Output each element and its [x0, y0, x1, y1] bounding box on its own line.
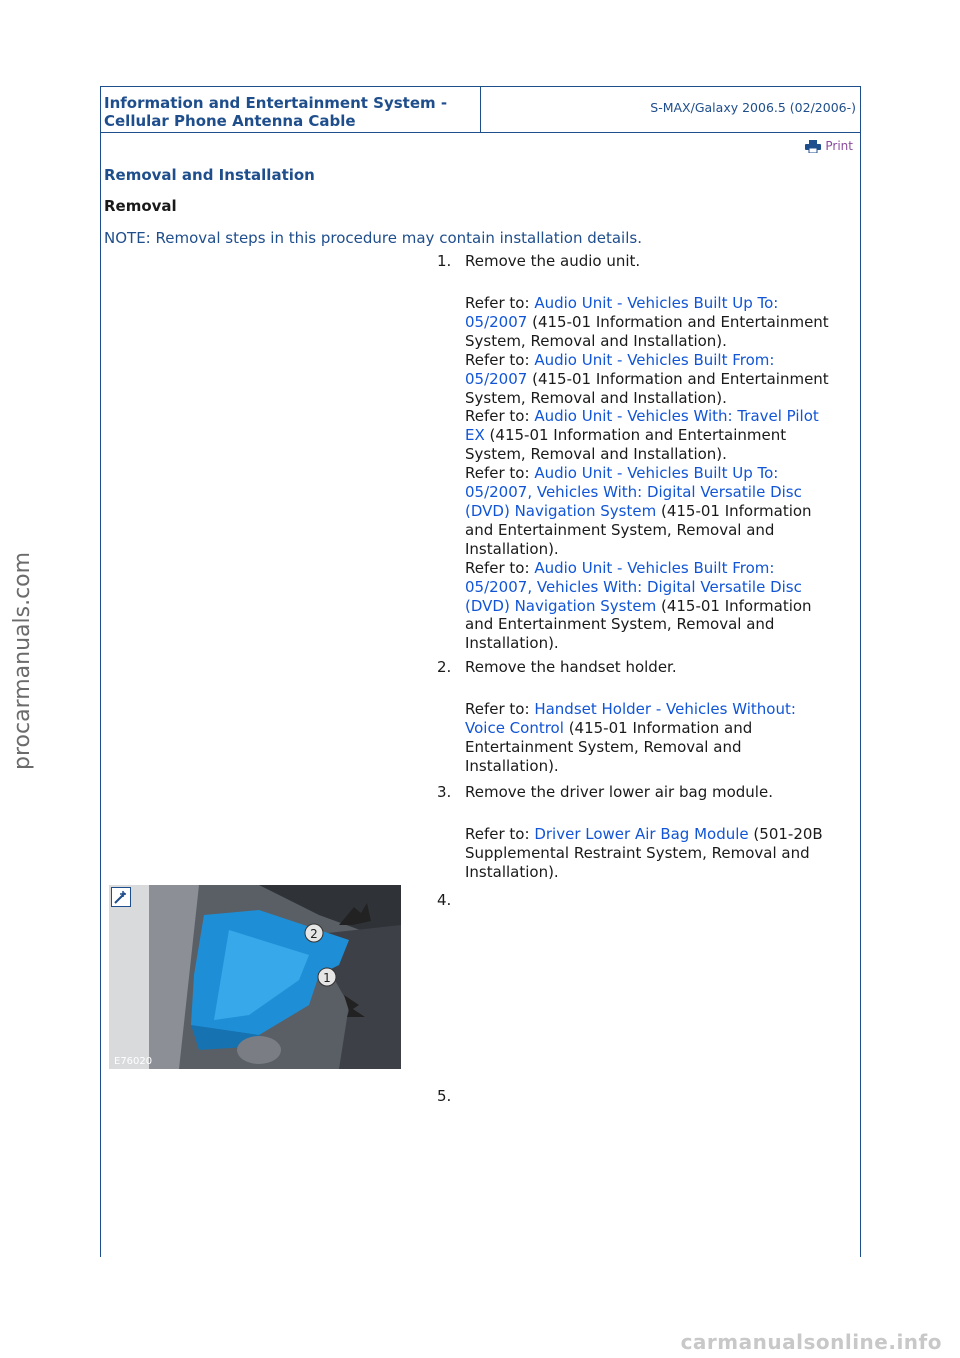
figure-label: E76020	[114, 1056, 153, 1067]
ref-link[interactable]: Audio Unit - Vehicles Built From:	[534, 350, 775, 369]
ref-link[interactable]: Audio Unit - Vehicles Built From:	[534, 558, 775, 577]
subsection-title: Removal	[104, 197, 177, 215]
ref-link[interactable]: 05/2007	[465, 312, 528, 331]
ref-link[interactable]: (DVD) Navigation System	[465, 501, 657, 520]
ref-link[interactable]: (DVD) Navigation System	[465, 596, 657, 615]
callout-1: 1	[323, 971, 331, 985]
ref-link[interactable]: EX	[465, 426, 485, 445]
header-divider	[480, 87, 481, 132]
ref-link[interactable]: Audio Unit - Vehicles Built Up To:	[534, 464, 779, 483]
step-number: 5.	[437, 1087, 452, 1105]
zoom-icon[interactable]	[111, 887, 131, 907]
vehicle-model: S-MAX/Galaxy 2006.5 (02/2006-)	[650, 100, 856, 115]
step-number: 2.	[437, 658, 452, 676]
side-watermark: procarmanuals.com	[10, 551, 35, 770]
callout-2: 2	[310, 927, 318, 941]
note-text: NOTE: Removal steps in this procedure may contain installation details.	[104, 229, 642, 247]
document-frame	[100, 86, 861, 1257]
step-text: Remove the audio unit.	[465, 252, 641, 270]
page-title: Information and Entertainment System - Cellular Phone Antenna Cable	[104, 94, 448, 130]
step-number: 4.	[437, 891, 452, 909]
ref-link[interactable]: Handset Holder - Vehicles Without:	[534, 700, 796, 718]
ref-link[interactable]: Audio Unit - Vehicles With: Travel Pilot	[534, 407, 819, 426]
print-label[interactable]: Print	[825, 139, 853, 153]
ref-link[interactable]: 05/2007, Vehicles With: Digital Versatile Disc	[465, 483, 802, 502]
section-title: Removal and Installation	[104, 166, 315, 184]
ref-link[interactable]: Driver Lower Air Bag Module	[534, 825, 749, 843]
page-header	[101, 87, 860, 133]
step3-references: Refer to: Driver Lower Air Bag Module (501-20B Supplemental Restraint System, Removal and Installation).	[465, 825, 823, 881]
step-number: 1.	[437, 252, 452, 270]
ref-link[interactable]: Audio Unit - Vehicles Built Up To:	[534, 294, 779, 312]
step-number: 3.	[437, 783, 452, 801]
procedure-figure[interactable]	[109, 885, 401, 1069]
printer-icon	[805, 140, 821, 153]
ref-link[interactable]: 05/2007, Vehicles With: Digital Versatile Disc	[465, 577, 802, 596]
step2-references: Refer to: Handset Holder - Vehicles Without: Voice Control (415-01 Information and Entertainment System, Removal and Installation).	[465, 700, 796, 775]
step1-references: Refer to: Audio Unit - Vehicles Built Up To: 05/2007 (415-01 Information and Entertainment System, Removal and Installation). Refer to: Audio Unit - Vehicles Built From: 05/2007 (415-01 Information and Entertainment System, Removal and Installation). Refer to: Audio Unit - Vehicles With: Travel Pilot EX (415-01 Information and Entertainment System, Removal and Installation). Refer to: Audio Unit - Vehicles Built Up To: 05/2007, Vehicles With: Digital Versatile Disc (DVD) Navigation System (415-01 Information and Entertainment System, Removal and Installation). Refer to: Audio Unit - Vehicles Built From: 05/2007, Vehicles With: Digital Versatile Disc (DVD) Navigation System (415-01 Information and Entertainment System, Removal and Installation).	[465, 294, 855, 653]
step-text: Remove the driver lower air bag module.	[465, 783, 773, 801]
component-illustration	[109, 885, 401, 1069]
footer-brand: carmanualsonline.info	[680, 1330, 942, 1354]
print-button[interactable]	[805, 139, 853, 153]
step-text: Remove the handset holder.	[465, 658, 677, 676]
ref-link[interactable]: 05/2007	[465, 369, 528, 388]
ref-link[interactable]: Voice Control	[465, 718, 564, 737]
